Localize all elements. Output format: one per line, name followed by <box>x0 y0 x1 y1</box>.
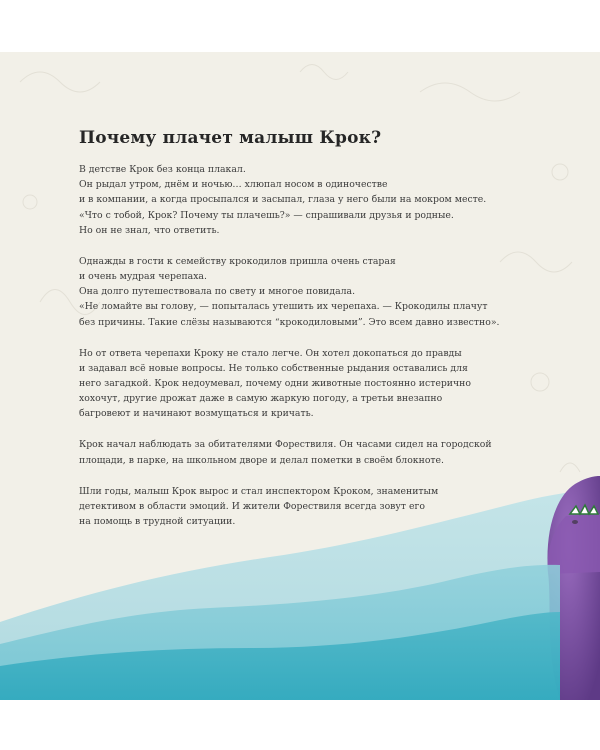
text-line: и очень мудрая черепаха. <box>79 271 207 283</box>
text-line: В детстве Крок без конца плакал. <box>79 164 246 175</box>
text-line: Она долго путешествовала по свету и многое повидала. <box>79 286 356 298</box>
text-line: хохочут, другие дрожат даже в самую жаркую погоду, а третьи внезапно <box>79 393 443 405</box>
text-line: и в компании, а когда просыпался и засыпал, глаза у него были на мокром месте. <box>79 194 487 206</box>
text-line: без причины. Такие слёзы называются “крокодиловыми”. Это всем давно известно». <box>79 316 500 328</box>
text-line: Крок начал наблюдать за обитателями Форествиля. Он часами сидел на городской <box>79 439 492 451</box>
text-line: багровеют и начинают возмущаться и кричать. <box>79 408 314 420</box>
text-line: «Не ломайте вы голову, — попыталась утешить их черепаха. — Крокодилы плачут <box>79 301 488 313</box>
text-line: площади, в парке, на школьном дворе и делал пометки в своём блокноте. <box>79 454 445 466</box>
text-line: на помощь в трудной ситуации. <box>79 516 236 528</box>
page-title: Почему плачет малыш Крок? <box>79 128 382 148</box>
book-page <box>0 52 600 700</box>
text-line: Он рыдал утром, днём и ночью… хлюпал носом в одиночестве <box>79 179 388 191</box>
text-line: детективом в области эмоций. И жители Форествиля всегда зовут его <box>79 500 425 512</box>
text-line: «Что с тобой, Крок? Почему ты плачешь?» — спрашивали друзья и родные. <box>79 209 454 221</box>
text-line: и задавал всё новые вопросы. Не только собственные рыдания оставались для <box>79 362 468 374</box>
text-line: Однажды в гости к семейству крокодилов пришла очень старая <box>79 255 396 267</box>
water-illustration <box>0 52 600 700</box>
text-line: Но от ответа черепахи Кроку не стало легче. Он хотел докопаться до правды <box>79 347 462 359</box>
text-line: него загадкой. Крок недоумевал, почему одни животные постоянно истерично <box>79 378 471 390</box>
text-line: Шли годы, малыш Крок вырос и стал инспектором Кроком, знаменитым <box>79 485 439 497</box>
text-line: Но он не знал, что ответить. <box>79 224 220 236</box>
